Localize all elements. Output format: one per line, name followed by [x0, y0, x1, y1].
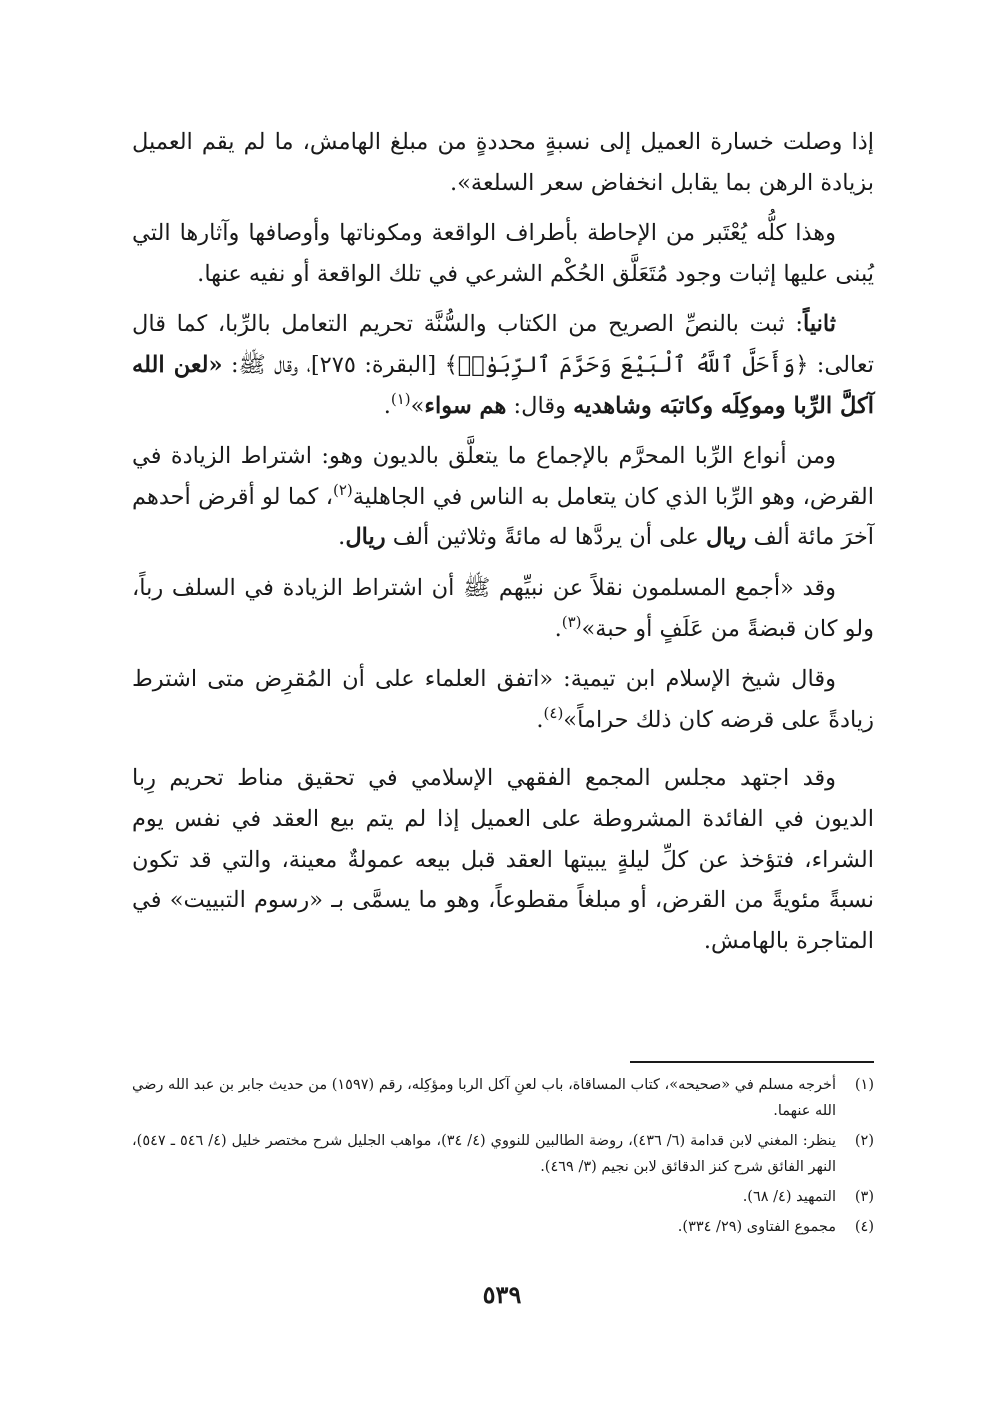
page-number: ٥٣٩	[482, 1280, 522, 1309]
paragraph-6	[132, 659, 874, 740]
footnote-number: (٤)	[854, 1219, 874, 1235]
paragraph-3	[132, 304, 874, 426]
paragraph-2: وهذا كلُّه يُعْتَبر من الإحاطة بأطراف الواقعة ومكوناتها وأوصافها وآثارها التي يُبنى عليها إثبات وجود مُتَعَلَّق الحُكْم الشرعي في تلك الواقعة أو نفيه عنها.	[132, 220, 874, 287]
footnote-ref-3: (٣)	[561, 612, 582, 631]
paragraph-4-text1: ومن أنواع الرِّبا المحرَّم بالإجماع ما يتعلَّق بالديون وهو: اشتراط الزيادة في القرض، وهو الرِّبا الذي كان يتعامل به الناس في الجاهلية	[132, 443, 875, 510]
footnote-text: مجموع الفتاوى (٢٩/ ٣٣٤).	[677, 1219, 836, 1235]
footnote-ref-2: (٢)	[332, 480, 353, 499]
riyal-word-2: ريال	[345, 524, 386, 551]
footnote-separator	[630, 1061, 874, 1063]
paragraph-3-end: .	[383, 392, 391, 419]
footnote-ref-4: (٤)	[543, 703, 564, 722]
paragraph-3-text1: : ثبت بالنصِّ الصريح من الكتاب والسُّنَّة تحريم التعامل بالرِّبا، كما قال تعالى:	[132, 311, 874, 378]
main-text	[132, 122, 874, 971]
paragraph-4-end: .	[338, 524, 346, 551]
footnote-text: ينظر: المغني لابن قدامة (٦/ ٤٣٦)، روضة الطالبين للنووي (٤/ ٣٤)، مواهب الجليل شرح مختصر خليل (٤/ ٥٤٦ ـ ٥٤٧)، النهر الفائق شرح كنز الدقائق لابن نجيم (٣/ ٤٦٩).	[132, 1133, 836, 1175]
footnote-item	[132, 1214, 874, 1240]
paragraph-1: إذا وصلت خسارة العميل إلى نسبةٍ محددةٍ من مبلغ الهامش، ما لم يقم العميل بزيادة الرهن بما يقابل انخفاض سعر السلعة».	[132, 129, 874, 196]
paragraph-7: وقد اجتهد مجلس المجمع الفقهي الإسلامي في تحقيق مناط تحريم رِبا الديون في الفائدة المشروطة على العميل إذا لم يتم بيع العقد في نفس يوم الشراء، فتؤخذ عن كلِّ ليلةٍ يبيتها العقد قبل بيعه عمولةٌ معينة، والتي قد تكون نسبةً مئويةً من القرض، أو مبلغاً مقطوعاً، وهو ما يسمَّى بـ «رسوم التبييت» في المتاجرة بالهامش.	[132, 765, 874, 954]
hadith-text-2: هم سواء	[424, 392, 507, 419]
footnote-number: (١)	[854, 1077, 874, 1093]
paragraph-3-text2: [البقرة: ٢٧٥]، وقال ﷺ:	[222, 351, 445, 378]
paragraph-5-text1: وقد «أجمع المسلمون نقلاً عن نبيِّهم ﷺ أن اشتراط الزيادة في السلف رباً، ولو كان قبضةً من عَلَفٍ أو حبة»	[132, 574, 874, 642]
footnote-text: أخرجه مسلم في «صحيحه»، كتاب المساقاة، باب لعنِ آكل الربا ومؤكِله، رقم (١٥٩٧) من حديث جابر بن عبد الله رضي الله عنهما.	[132, 1077, 836, 1119]
paragraph-6-end: .	[536, 706, 544, 733]
paragraph-4-text2: ، كما لو أقرض أحدهم آخرَ مائة ألف	[132, 483, 874, 551]
paragraph-3-lead: ثانياً	[802, 311, 836, 338]
paragraph-4-text3: على أن يردَّها له مائةً وثلاثين ألف	[385, 524, 706, 551]
paragraph-3-text4: »	[410, 392, 425, 419]
paragraph-3-text3: وقال:	[506, 392, 574, 419]
footnote-number: (٢)	[854, 1133, 874, 1149]
footnote-number: (٣)	[854, 1189, 874, 1205]
footnote-ref-1: (١)	[390, 389, 411, 408]
footnote-text: التمهيد (٤/ ٦٨).	[742, 1189, 836, 1205]
paragraph-6-text1: وقال شيخ الإسلام ابن تيمية: «اتفق العلماء على أن المُقرِض متى اشترط زيادةً على قرضه كان ذلك حراماً»	[132, 666, 874, 733]
riyal-word-1: ريال	[705, 524, 747, 551]
paragraph-5	[132, 568, 874, 649]
paragraph-5-end: .	[554, 615, 562, 642]
quran-verse: ﴿وَأَحَلَّ ٱللَّهُ ٱلْبَيْعَ وَحَرَّمَ ٱلرِّبَوٰا۟﴾	[444, 351, 809, 378]
footnote-item	[132, 1128, 874, 1180]
hadith-text-1: «لعن الله آكلَّ الرِّبا وموكِلَه وكاتبَه وشاهديه	[132, 351, 874, 419]
footnote-item	[132, 1184, 874, 1210]
paragraph-4	[132, 436, 874, 558]
footnotes	[132, 1072, 874, 1244]
footnote-item	[132, 1072, 874, 1124]
